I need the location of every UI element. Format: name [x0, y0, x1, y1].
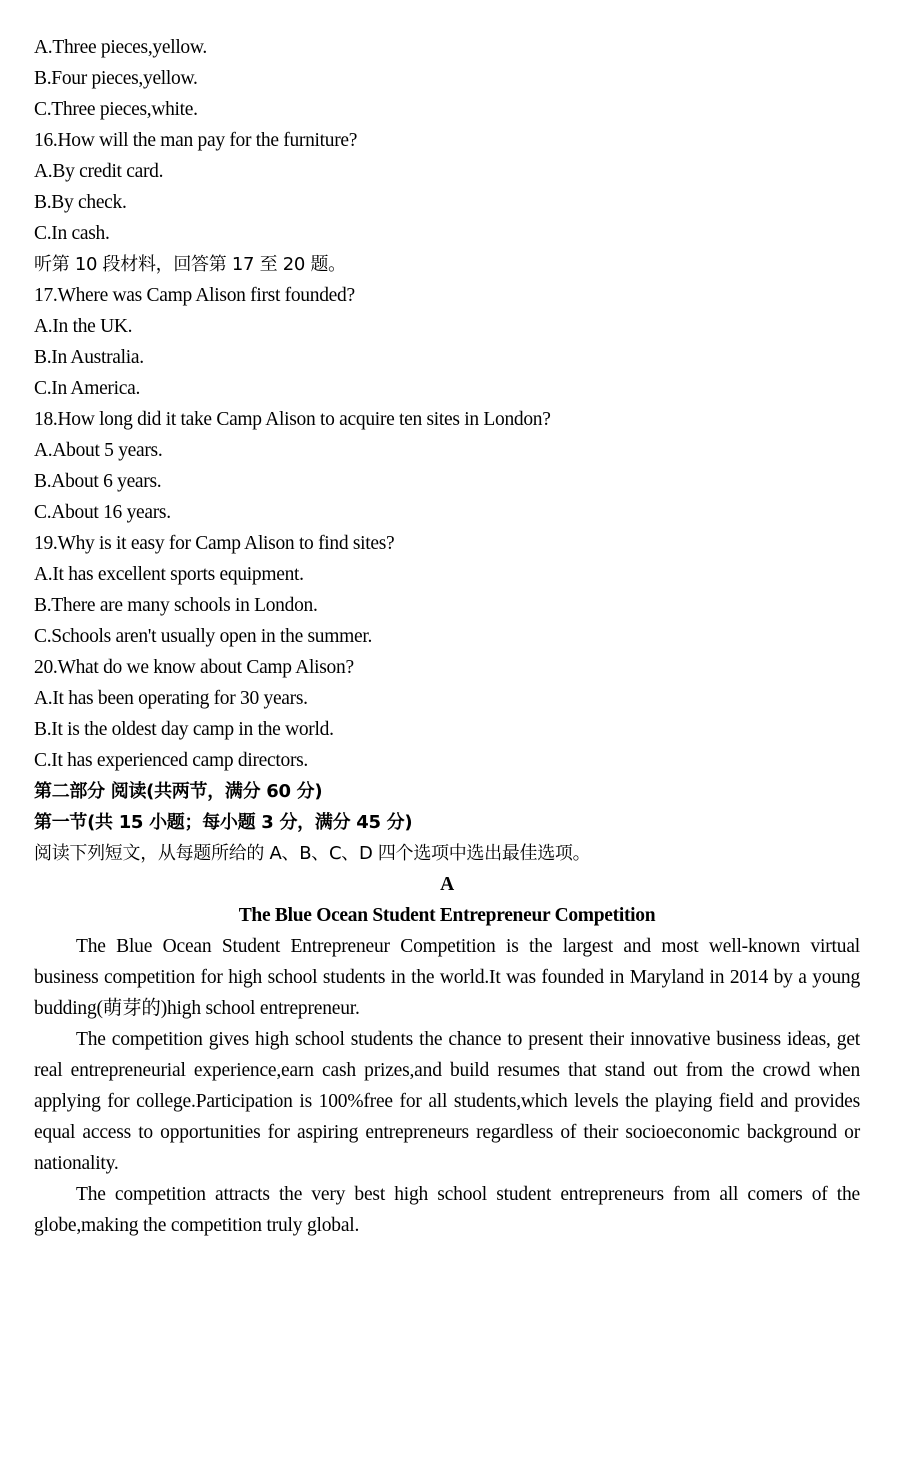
passage-paragraph: The competition attracts the very best high school student entrepreneurs from all comers of the globe,making the competition truly global.	[34, 1184, 860, 1236]
option-b: B.Four pieces,yellow.	[34, 68, 198, 89]
question-18	[34, 404, 860, 528]
option-c: C.Schools aren't usually open in the summer.	[34, 626, 373, 647]
passage-letter: A	[440, 874, 454, 895]
question-text: 17.Where was Camp Alison first founded?	[34, 285, 355, 306]
option-b: B.It is the oldest day camp in the world.	[34, 719, 334, 740]
question-text: 19.Why is it easy for Camp Alison to find sites?	[34, 533, 395, 554]
question-text: 16.How will the man pay for the furniture?	[34, 130, 358, 151]
passage-title: The Blue Ocean Student Entrepreneur Competition	[238, 905, 656, 926]
option-a: A.By credit card.	[34, 161, 164, 182]
question-16	[34, 125, 860, 249]
reading-instruction: 阅读下列短文，从每题所给的 A、B、C、D 四个选项中选出最佳选项。	[34, 843, 591, 864]
option-c: C.In cash.	[34, 223, 110, 244]
reading-section-heading: 第一节(共 15 小题；每小题 3 分，满分 45 分)	[34, 812, 413, 833]
q15-options	[34, 32, 860, 125]
option-b: B.By check.	[34, 192, 127, 213]
option-b: B.There are many schools in London.	[34, 595, 318, 616]
option-a: A.It has been operating for 30 years.	[34, 688, 308, 709]
document-page	[34, 32, 860, 1241]
question-19	[34, 528, 860, 652]
option-c: C.It has experienced camp directors.	[34, 750, 308, 771]
passage-body	[34, 931, 860, 1241]
option-a: A.Three pieces,yellow.	[34, 37, 207, 58]
option-c: C.About 16 years.	[34, 502, 171, 523]
option-b: B.About 6 years.	[34, 471, 162, 492]
reading-part-heading: 第二部分 阅读(共两节，满分 60 分)	[34, 781, 323, 802]
option-c: C.In America.	[34, 378, 141, 399]
question-20	[34, 652, 860, 776]
section-10-instruction: 听第 10 段材料，回答第 17 至 20 题。	[34, 254, 346, 275]
question-text: 18.How long did it take Camp Alison to acquire ten sites in London?	[34, 409, 551, 430]
passage-paragraph: The competition gives high school students the chance to present their innovative business ideas, get real entrepreneurial experience,earn cash prizes,and build resumes that stand out from the crowd when applying for college.Participation is 100%free for all students,which levels the playing field and provides equal access to opportunities for aspiring entrepreneurs regardless of their socioeconomic background or nationality.	[34, 1029, 860, 1174]
option-c: C.Three pieces,white.	[34, 99, 198, 120]
option-a: A.About 5 years.	[34, 440, 163, 461]
option-a: A.In the UK.	[34, 316, 133, 337]
question-text: 20.What do we know about Camp Alison?	[34, 657, 354, 678]
option-a: A.It has excellent sports equipment.	[34, 564, 304, 585]
passage-paragraph: The Blue Ocean Student Entrepreneur Competition is the largest and most well-known virtual business competition for high school students in the world.It was founded in Maryland in 2014 by a young budding(萌芽的)high school entrepreneur.	[34, 936, 860, 1019]
option-b: B.In Australia.	[34, 347, 144, 368]
question-17	[34, 280, 860, 404]
